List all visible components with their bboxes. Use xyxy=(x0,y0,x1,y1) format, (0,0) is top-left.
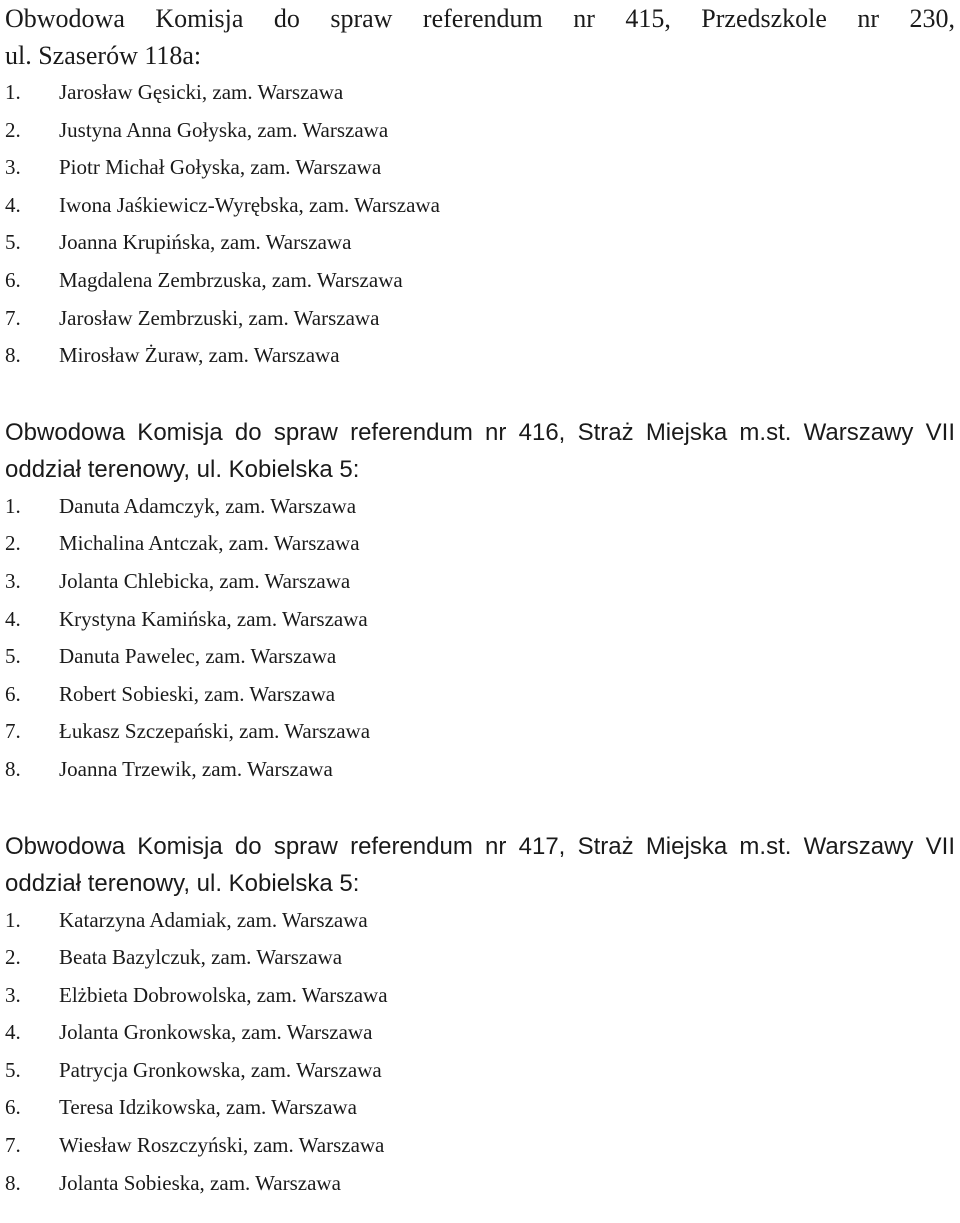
commission-heading xyxy=(5,414,955,488)
list-item xyxy=(5,939,955,977)
item-number: 4. xyxy=(5,606,21,631)
section-spacer xyxy=(5,375,955,414)
commission-heading-line1: Obwodowa Komisja do spraw referendum nr 415, Przedszkole nr 230, xyxy=(5,4,955,33)
item-number: 8. xyxy=(5,343,21,368)
member-text: Danuta Pawelec, zam. Warszawa xyxy=(59,644,337,669)
commission-heading-line2: oddział terenowy, ul. Kobielska 5: xyxy=(5,869,360,897)
item-number: 8. xyxy=(5,1170,21,1195)
member-text: Jolanta Gronkowska, zam. Warszawa xyxy=(59,1020,373,1045)
list-item xyxy=(5,112,955,150)
list-item xyxy=(5,300,955,338)
member-list xyxy=(5,74,955,375)
member-text: Katarzyna Adamiak, zam. Warszawa xyxy=(59,907,368,932)
item-number: 2. xyxy=(5,117,21,142)
item-number: 3. xyxy=(5,155,21,180)
list-item xyxy=(5,563,955,601)
member-text: Beata Bazylczuk, zam. Warszawa xyxy=(59,945,343,970)
member-text: Krystyna Kamińska, zam. Warszawa xyxy=(59,606,368,631)
member-text: Michalina Antczak, zam. Warszawa xyxy=(59,531,360,556)
item-number: 6. xyxy=(5,1095,21,1120)
list-item xyxy=(5,902,955,940)
item-number: 8. xyxy=(5,756,21,781)
list-item xyxy=(5,1165,955,1203)
item-number: 4. xyxy=(5,1020,21,1045)
commission-417-section xyxy=(5,828,955,1203)
list-item xyxy=(5,74,955,112)
member-text: Danuta Adamczyk, zam. Warszawa xyxy=(59,493,357,518)
item-number: 6. xyxy=(5,267,21,292)
item-number: 3. xyxy=(5,568,21,593)
item-number: 4. xyxy=(5,192,21,217)
list-item xyxy=(5,525,955,563)
item-number: 2. xyxy=(5,945,21,970)
list-item xyxy=(5,1089,955,1127)
list-item xyxy=(5,751,955,789)
item-number: 1. xyxy=(5,907,21,932)
commission-heading-line1: Obwodowa Komisja do spraw referendum nr 417, Straż Miejska m.st. Warszawy VII xyxy=(5,832,955,860)
member-text: Patrycja Gronkowska, zam. Warszawa xyxy=(59,1057,382,1082)
commission-416-section xyxy=(5,414,955,789)
list-item xyxy=(5,1014,955,1052)
member-text: Elżbieta Dobrowolska, zam. Warszawa xyxy=(59,982,388,1007)
item-number: 7. xyxy=(5,1133,21,1158)
member-text: Łukasz Szczepański, zam. Warszawa xyxy=(59,719,371,744)
item-number: 5. xyxy=(5,230,21,255)
member-text: Teresa Idzikowska, zam. Warszawa xyxy=(59,1095,357,1120)
member-text: Piotr Michał Gołyska, zam. Warszawa xyxy=(59,155,382,180)
list-item xyxy=(5,977,955,1015)
member-text: Joanna Trzewik, zam. Warszawa xyxy=(59,756,333,781)
item-number: 1. xyxy=(5,493,21,518)
list-item xyxy=(5,1052,955,1090)
list-item xyxy=(5,638,955,676)
list-item xyxy=(5,601,955,639)
commission-heading-line2: ul. Szaserów 118a: xyxy=(5,41,202,70)
list-item xyxy=(5,224,955,262)
member-text: Jolanta Sobieska, zam. Warszawa xyxy=(59,1170,341,1195)
commission-heading-line2: oddział terenowy, ul. Kobielska 5: xyxy=(5,455,360,483)
item-number: 6. xyxy=(5,681,21,706)
list-item xyxy=(5,149,955,187)
item-number: 7. xyxy=(5,719,21,744)
member-text: Joanna Krupińska, zam. Warszawa xyxy=(59,230,352,255)
commission-heading xyxy=(5,0,955,74)
item-number: 7. xyxy=(5,305,21,330)
member-text: Jolanta Chlebicka, zam. Warszawa xyxy=(59,568,351,593)
document-page xyxy=(5,0,955,1202)
item-number: 2. xyxy=(5,531,21,556)
list-item xyxy=(5,1127,955,1165)
list-item xyxy=(5,713,955,751)
member-text: Justyna Anna Gołyska, zam. Warszawa xyxy=(59,117,389,142)
commission-heading-line1: Obwodowa Komisja do spraw referendum nr 416, Straż Miejska m.st. Warszawy VII xyxy=(5,418,955,446)
list-item xyxy=(5,337,955,375)
member-text: Robert Sobieski, zam. Warszawa xyxy=(59,681,336,706)
item-number: 1. xyxy=(5,80,21,104)
item-number: 5. xyxy=(5,644,21,669)
commission-heading xyxy=(5,828,955,902)
list-item xyxy=(5,488,955,526)
commission-415-section xyxy=(5,0,955,375)
item-number: 3. xyxy=(5,982,21,1007)
list-item xyxy=(5,262,955,300)
member-text: Wiesław Roszczyński, zam. Warszawa xyxy=(59,1133,385,1158)
member-text: Jarosław Zembrzuski, zam. Warszawa xyxy=(59,305,380,330)
member-list xyxy=(5,902,955,1203)
member-text: Magdalena Zembrzuska, zam. Warszawa xyxy=(59,267,403,292)
list-item xyxy=(5,676,955,714)
member-text: Mirosław Żuraw, zam. Warszawa xyxy=(59,343,340,368)
item-number: 5. xyxy=(5,1057,21,1082)
section-spacer xyxy=(5,789,955,828)
member-list xyxy=(5,488,955,789)
member-text: Iwona Jaśkiewicz-Wyrębska, zam. Warszawa xyxy=(59,192,440,217)
list-item xyxy=(5,187,955,225)
member-text: Jarosław Gęsicki, zam. Warszawa xyxy=(59,80,344,104)
